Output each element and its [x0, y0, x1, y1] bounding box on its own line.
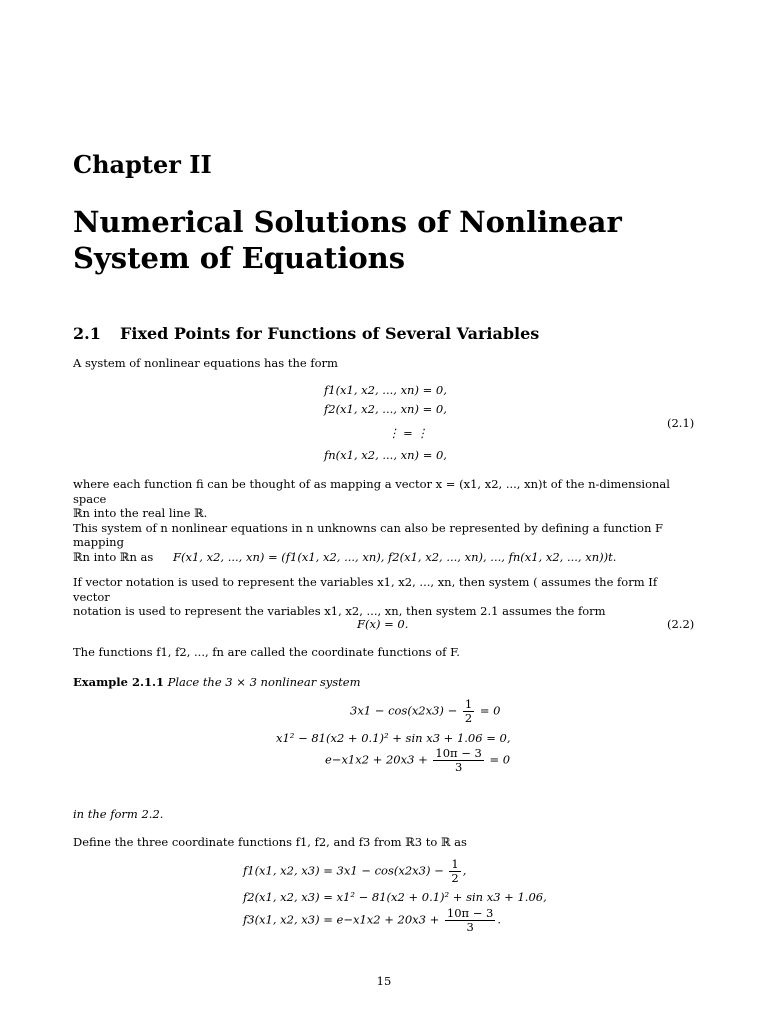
pi-fraction — [433, 747, 483, 774]
intro-paragraph: A system of nonlinear equations has the form — [73, 356, 338, 370]
system-line1: This system of n nonlinear equations in n unknowns can also be represented by defining a function F mapping — [73, 520, 664, 549]
example-eq-3 — [325, 747, 510, 774]
F-x-equation: F(x) = 0. — [357, 617, 409, 631]
frac-numerator: 1 — [451, 857, 459, 871]
half-fraction — [463, 698, 474, 725]
f3-definition — [243, 907, 501, 934]
example-eq-1 — [350, 698, 500, 725]
example-eq-1-rhs: = 0 — [479, 703, 501, 718]
coordinate-paragraph: The functions f1, f2, ..., fn are called the coordinate functions of F. — [73, 645, 460, 659]
frac-numerator: 1 — [464, 697, 473, 711]
f3-tail: . — [497, 912, 502, 927]
chapter-label: Chapter II — [73, 150, 212, 179]
vector-line1: If vector notation is used to represent the variables x1, x2, ..., xn, then system ( assumes the form If vector — [73, 575, 658, 604]
f2-definition: f2(x1, x2, x3) = x1² − 81(x2 + 0.1)² + sin x3 + 1.06, — [243, 890, 547, 904]
vector-paragraph — [73, 575, 695, 619]
f1-lhs: f1(x1, x2, x3) = 3x1 − cos(x2x3) − — [243, 863, 444, 878]
example-eq-3-lhs: e−x1x2 + 20x3 + — [325, 752, 428, 767]
where-line1: where each function fi can be thought of as mapping a vector x = (x1, x2, ..., xn)t of the n-dimensional space — [73, 477, 670, 506]
in-the-form-text: in the form 2.2. — [73, 807, 164, 821]
frac-denominator: 3 — [466, 920, 474, 934]
where-line2: ℝn into the real line ℝ. — [73, 506, 208, 520]
system-eq-dots: ⋮ = ⋮ — [388, 426, 428, 440]
vector-line2: notation is used to represent the variables x1, x2, ..., xn, then system 2.1 assumes the form — [73, 604, 606, 618]
chapter-title — [73, 204, 713, 276]
example-heading — [73, 675, 695, 690]
frac-denominator: 3 — [454, 760, 463, 774]
system-eq-2: f2(x1, x2, ..., xn) = 0, — [324, 402, 447, 416]
frac-numerator: 10π − 3 — [435, 746, 482, 760]
system-line2: ℝn into ℝn as — [73, 549, 154, 564]
frac-denominator: 2 — [464, 711, 473, 725]
define-paragraph: Define the three coordinate functions f1, f2, and f3 from ℝ3 to ℝ as — [73, 835, 467, 849]
f1-tail: , — [462, 863, 467, 878]
section-heading — [73, 324, 539, 343]
equation-number-2-1: (2.1) — [667, 416, 695, 430]
half-fraction — [449, 858, 460, 885]
example-eq-1-lhs: 3x1 − cos(x2x3) − — [350, 703, 458, 718]
example-label: Example 2.1.1 — [73, 675, 164, 689]
f1-definition — [243, 858, 466, 885]
chapter-title-line2: System of Equations — [73, 241, 406, 275]
frac-numerator: 10π − 3 — [446, 906, 494, 920]
page-number: 15 — [376, 974, 392, 988]
system-eq-1: f1(x1, x2, ..., xn) = 0, — [324, 383, 447, 397]
section-title: Fixed Points for Functions of Several Variables — [120, 324, 540, 343]
section-number: 2.1 — [73, 324, 101, 343]
equation-number-2-2: (2.2) — [667, 617, 695, 631]
chapter-title-line1: Numerical Solutions of Nonlinear — [73, 205, 622, 239]
frac-denominator: 2 — [451, 871, 459, 885]
F-definition: F(x1, x2, ..., xn) = (f1(x1, x2, ..., xn), f2(x1, x2, ..., xn), ..., fn(x1, x2, ..., xn))t. — [173, 550, 617, 564]
example-eq-3-rhs: = 0 — [489, 752, 511, 767]
pi-fraction — [445, 907, 495, 934]
example-text: Place the 3 × 3 nonlinear system — [167, 675, 361, 689]
f3-lhs: f3(x1, x2, x3) = e−x1x2 + 20x3 + — [243, 912, 440, 927]
example-eq-2: x1² − 81(x2 + 0.1)² + sin x3 + 1.06 = 0, — [276, 731, 511, 745]
system-eq-n: fn(x1, x2, ..., xn) = 0, — [324, 448, 447, 462]
